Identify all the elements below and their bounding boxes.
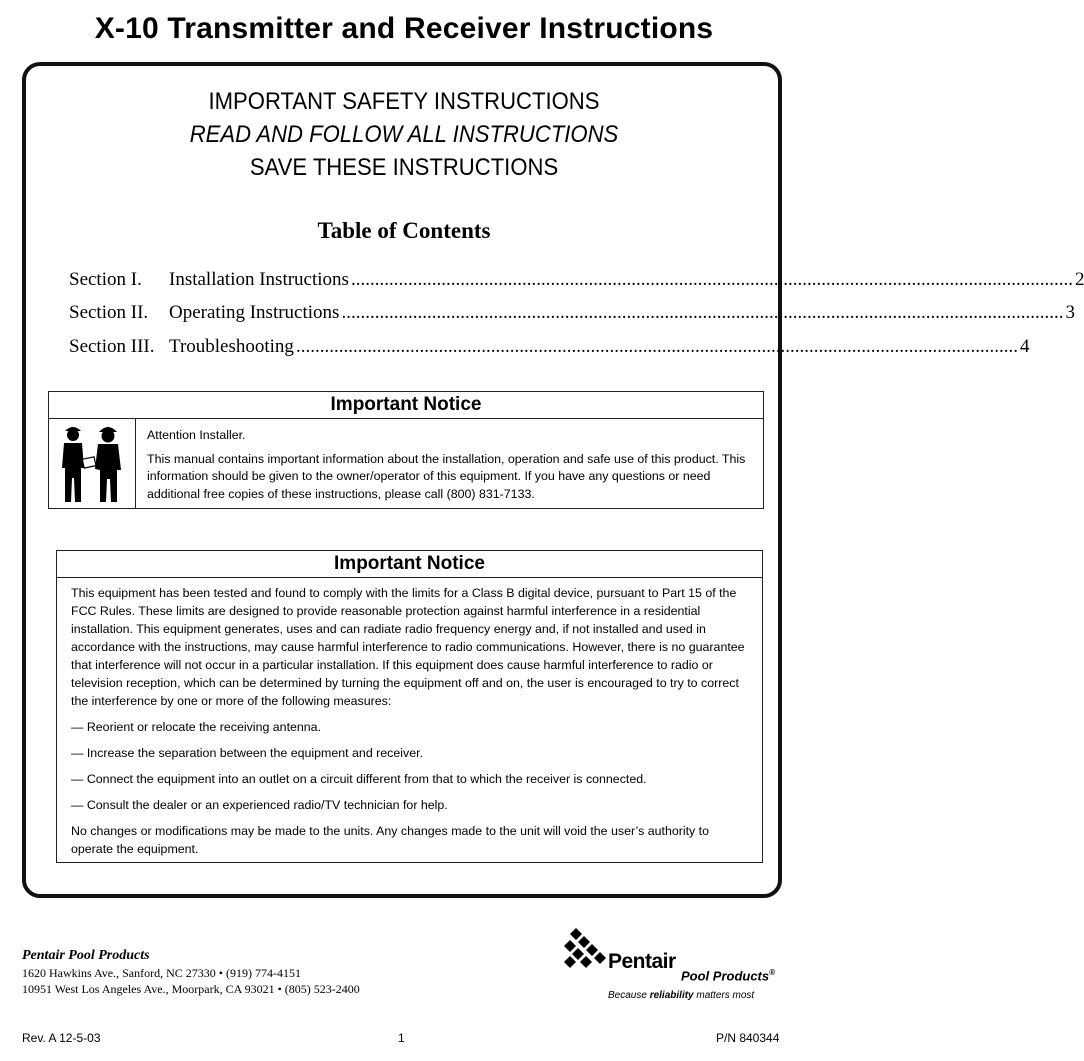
toc-row[interactable] bbox=[69, 336, 1030, 362]
logo-brand-text: Pentair bbox=[608, 950, 676, 973]
fcc-closing-text: No changes or modifications may be made to the units. Any changes made to the unit will void the user’s authority to operate the equipment. bbox=[71, 824, 710, 856]
notice-icon-cell bbox=[49, 419, 136, 508]
read-follow-heading: READ AND FOLLOW ALL INSTRUCTIONS bbox=[189, 121, 619, 148]
tagline-bold: reliability bbox=[649, 990, 694, 1001]
notice-heading: Important Notice bbox=[49, 392, 763, 419]
save-instructions-heading: SAVE THESE INSTRUCTIONS bbox=[249, 154, 559, 181]
logo-tagline bbox=[608, 990, 754, 1001]
document-title: X-10 Transmitter and Receiver Instructions bbox=[94, 12, 714, 45]
tagline-pre: Because bbox=[608, 990, 650, 1001]
two-workers-icon bbox=[57, 422, 127, 506]
revision-label: Rev. A 12-5-03 bbox=[22, 1031, 101, 1045]
logo-subtitle bbox=[681, 968, 775, 983]
fcc-measure: — Consult the dealer or an experienced radio/TV technician for help. bbox=[71, 798, 448, 812]
fcc-measure: — Reorient or relocate the receiving antenna. bbox=[71, 720, 322, 734]
toc-row[interactable] bbox=[69, 302, 1075, 328]
toc-leader-dots: ........................................................................................................................................................ bbox=[341, 302, 1064, 323]
footer-address-line: 10951 West Los Angeles Ave., Moorpark, CA 93021 • (805) 523-2400 bbox=[22, 982, 360, 996]
page-number: 1 bbox=[398, 1031, 405, 1045]
pentair-diamond-icon bbox=[566, 928, 606, 974]
toc-page-number: 2 bbox=[1074, 269, 1084, 290]
notice-text: Attention Installer. bbox=[147, 428, 246, 442]
pentair-logo bbox=[566, 928, 796, 1006]
toc-leader-dots: ........................................................................................................................................................ bbox=[350, 269, 1073, 290]
fcc-notice-box bbox=[56, 550, 763, 863]
toc-section-number: Section II. bbox=[69, 302, 149, 323]
toc-section-number: Section III. bbox=[69, 336, 155, 357]
logo-sub-text: Pool Products bbox=[681, 968, 770, 984]
part-number: P/N 840344 bbox=[716, 1031, 780, 1045]
tagline-post: matters most bbox=[693, 990, 755, 1001]
installer-notice-box bbox=[48, 391, 764, 509]
safety-heading: IMPORTANT SAFETY INSTRUCTIONS bbox=[208, 88, 600, 115]
footer-company-name: Pentair Pool Products bbox=[22, 948, 150, 963]
fcc-measure: — Connect the equipment into an outlet on a circuit different from that to which the receiver is connected. bbox=[71, 772, 647, 786]
toc-section-number: Section I. bbox=[69, 269, 142, 290]
fcc-measure: — Increase the separation between the equipment and receiver. bbox=[71, 746, 423, 760]
toc-row[interactable] bbox=[69, 269, 1084, 295]
toc-page-number: 3 bbox=[1065, 302, 1075, 323]
registered-mark: ® bbox=[769, 968, 776, 977]
footer-address-line: 1620 Hawkins Ave., Sanford, NC 27330 • (919) 774-4151 bbox=[22, 966, 301, 980]
toc-heading: Table of Contents bbox=[317, 218, 491, 243]
toc-section-name: Installation Instructions bbox=[169, 269, 349, 290]
toc-leader-dots: ........................................................................................................................................................ bbox=[295, 336, 1018, 357]
notice-text: This manual contains important information about the installation, operation and safe use of this product. This information should be given to the owner/operator of this equipment. If you have any questions or need additional free copies of these instructions, please call (800) 831-7133. bbox=[147, 451, 746, 501]
toc-section-name: Troubleshooting bbox=[169, 336, 294, 357]
toc-section-name: Operating Instructions bbox=[169, 302, 340, 323]
fcc-intro-text: This equipment has been tested and found to comply with the limits for a Class B digital device, pursuant to Part 15 of the FCC Rules. These limits are designed to provide reasonable protection against harmful interference in a residential installation. This equipment generates, uses and can radiate radio frequency energy and, if not installed and used in accordance with the instructions, may cause harmful interference to radio communications. However, there is no guarantee that interference will not occur in a particular installation. If this equipment does cause harmful interference to radio or television reception, which can be determined by turning the equipment off and on, the user is encouraged to try to correct the interference by one or more of the following measures: bbox=[71, 586, 745, 708]
toc-page-number: 4 bbox=[1019, 336, 1030, 357]
notice-heading: Important Notice bbox=[57, 551, 762, 578]
